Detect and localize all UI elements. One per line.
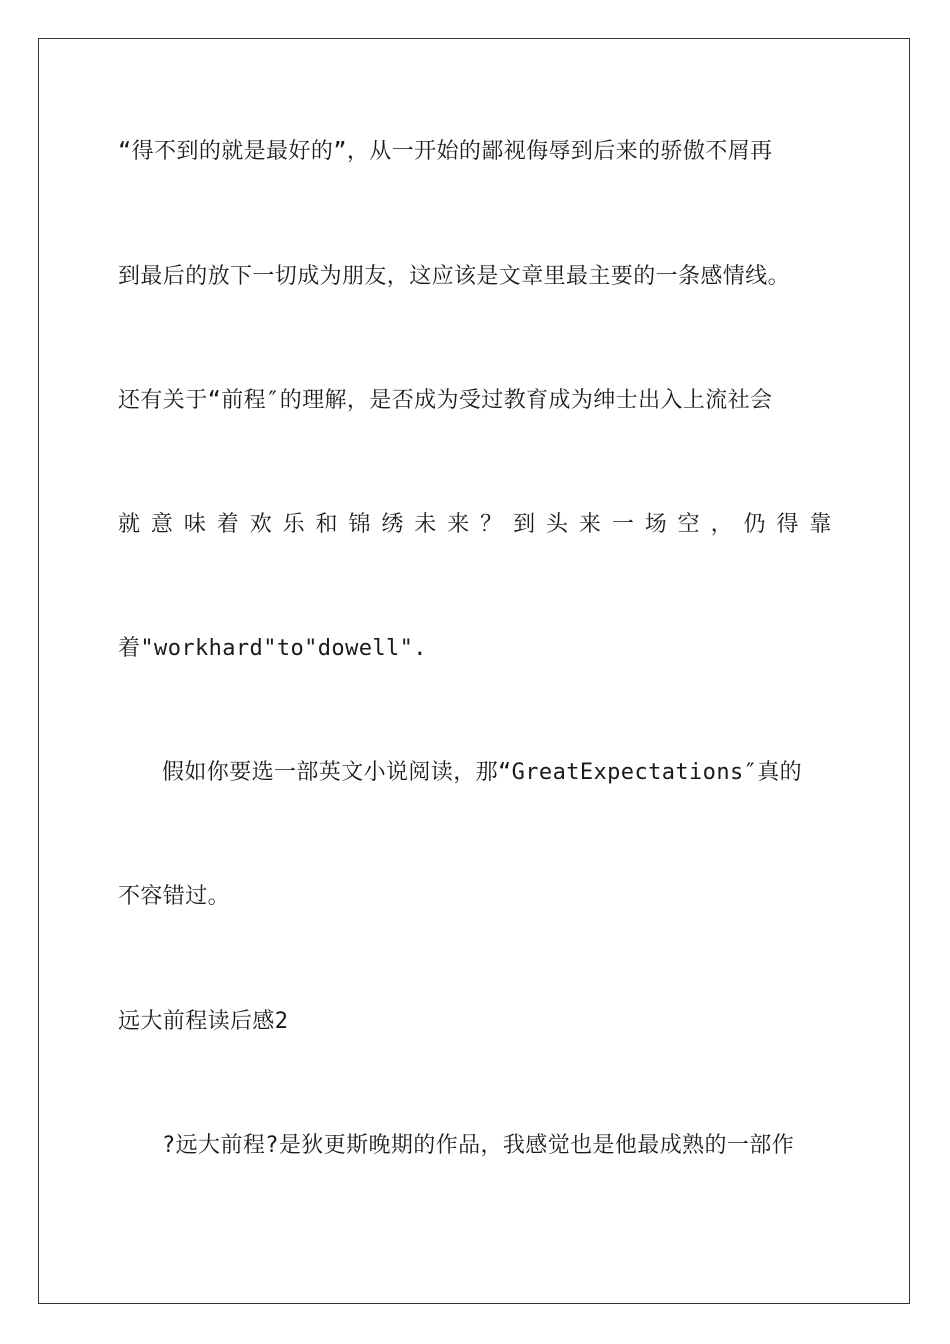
paragraph-line-9: ?远大前程?是狄更斯晚期的作品，我感觉也是他最成熟的一部作 [162,1133,795,1158]
paragraph-line-3: 还有关于“前程″的理解，是否成为受过教育成为绅士出入上流社会 [118,388,773,413]
section-heading: 远大前程读后感2 [118,1009,289,1034]
paragraph-line-6: 假如你要选一部英文小说阅读，那“GreatExpectations″真的 [162,760,803,785]
paragraph-line-2: 到最后的放下一切成为朋友，这应该是文章里最主要的一条感情线。 [118,264,791,289]
page-border [38,38,910,1304]
paragraph-line-4: 就 意 味 着 欢 乐 和 锦 绣 未 来 ？ 到 头 来 一 场 空 ， 仍 得 靠 [118,512,832,537]
paragraph-line-7: 不容错过。 [118,884,231,909]
paragraph-line-1: “得不到的就是最好的”，从一开始的鄙视侮辱到后来的骄傲不屑再 [118,139,773,164]
paragraph-line-5: 着"workhard"to"dowell". [118,636,427,661]
